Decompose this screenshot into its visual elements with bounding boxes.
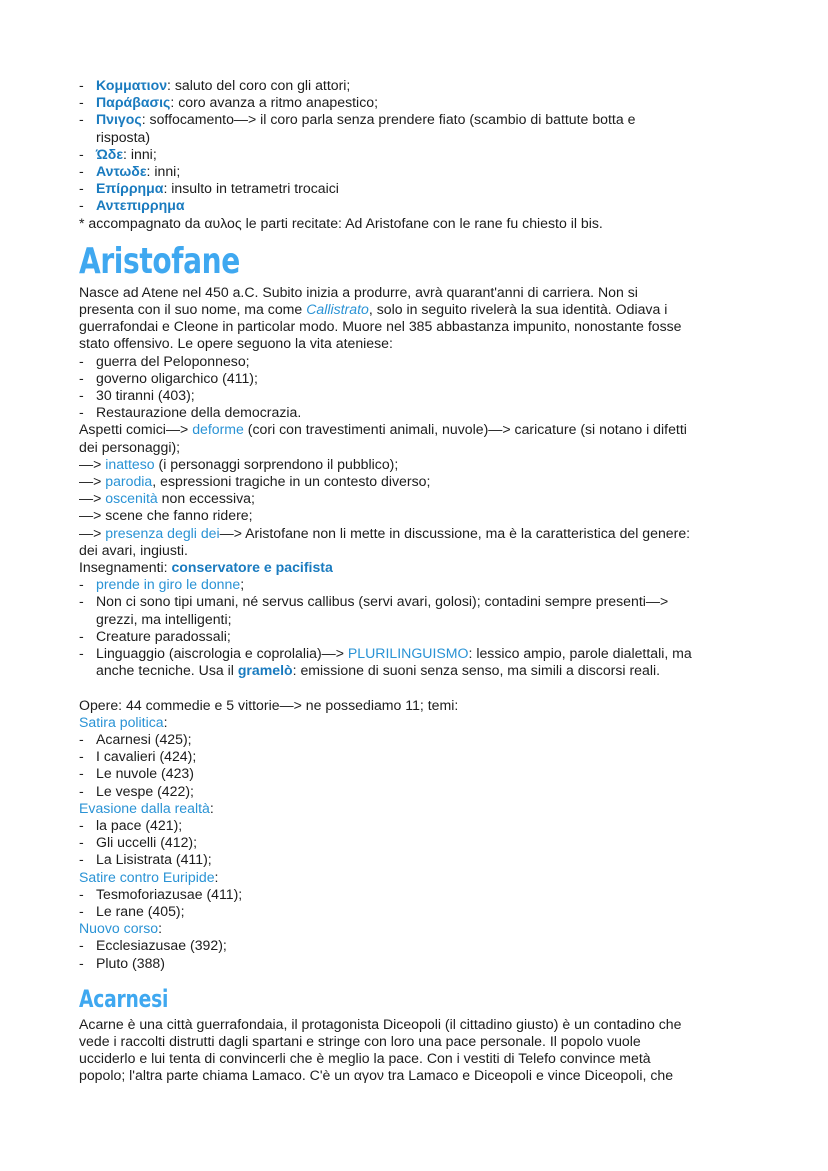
paragraph-line: dei avari, ingiusti. xyxy=(79,541,188,558)
arrow-item: —> scene che fanno ridere; xyxy=(79,507,253,524)
list-item: - guerra del Peloponneso; xyxy=(79,352,250,369)
list-item: - La Lisistrata (411); xyxy=(79,851,212,868)
paragraph-line: ucciderlo e lui tenta di convincerli che è meglio la pace. Con i vestiti di Telefo convince metà xyxy=(79,1050,651,1067)
teachings-list xyxy=(79,576,759,679)
paragraph-line: dei personaggi); xyxy=(79,438,181,455)
list-item: - Αντωδε: inni; xyxy=(79,163,181,180)
paragraph-line: stato offensivo. Le opere seguono la vita ateniese: xyxy=(79,335,393,352)
group-title: Satira politica: xyxy=(79,713,168,730)
teachings-line: Insegnamenti: conservatore e pacifista xyxy=(79,559,333,576)
arrow-item: —> oscenità non eccessiva; xyxy=(79,490,255,507)
list-item-continuation: risposta) xyxy=(96,128,151,145)
paragraph-line: Acarne è una città guerrafondaia, il protagonista Diceopoli (il cittadino giusto) è un contadino che xyxy=(79,1015,682,1032)
works-intro: Opere: 44 commedie e 5 vittorie—> ne possediamo 11; temi: xyxy=(79,696,459,713)
parabasis-parts-list xyxy=(79,77,759,232)
list-item: - Pluto (388) xyxy=(79,954,165,971)
heading-aristofane: Aristofane xyxy=(79,240,240,282)
list-item: - Tesmoforiazusae (411); xyxy=(79,885,243,902)
list-item: - Le vespe (422); xyxy=(79,782,194,799)
paragraph-line: vede i raccolti distrutti dagli spartani e stringe con loro una pace personale. Il popolo vuole xyxy=(79,1032,641,1049)
arrow-item: —> parodia, espressioni tragiche in un contesto diverso; xyxy=(79,473,431,490)
group-title: Evasione dalla realtà: xyxy=(79,799,214,816)
paragraph-line: presenta con il suo nome, ma come Callistrato, solo in seguito rivelerà la sua identità. Odiava i xyxy=(79,301,668,318)
list-item: - Linguaggio (aiscrologia e coprolalia)—> PLURILINGUISMO: lessico ampio, parole dialettali, ma xyxy=(79,645,692,662)
arrow-item: —> inatteso (i personaggi sorprendono il pubblico); xyxy=(79,455,399,472)
list-item: - Κομματιον: saluto del coro con gli attori; xyxy=(79,77,351,93)
works-group xyxy=(79,869,759,921)
list-item: - 30 tiranni (403); xyxy=(79,387,195,404)
paragraph-line: Aspetti comici—> deforme (cori con travestimenti animali, nuvole)—> caricature (si notano i difetti xyxy=(79,421,687,438)
name-callistrato: Callistrato xyxy=(306,301,369,318)
document-content xyxy=(79,77,759,1085)
list-item: - governo oligarchico (411); xyxy=(79,369,258,386)
list-item: - Gli uccelli (412); xyxy=(79,834,198,851)
term-ode: Ώδε xyxy=(96,145,124,162)
list-item: - Le rane (405); xyxy=(79,902,185,919)
works-group xyxy=(79,800,759,869)
list-item: - Παράβασις: coro avanza a ritmo anapestico; xyxy=(79,94,378,111)
list-item: - Acarnesi (425); xyxy=(79,730,192,747)
list-item-continuation: anche tecniche. Usa il gramelò: emissione di suoni senza senso, ma simili a discorsi reali. xyxy=(96,662,661,679)
works-group xyxy=(79,920,759,972)
list-item: - Αντεπιρρημα xyxy=(79,197,185,214)
list-item: - Πνιγος: soffocamento—> il coro parla senza prendere fiato (scambio di battute botta e xyxy=(79,111,636,128)
paragraph-line: Nasce ad Atene nel 450 a.C. Subito inizia a produrre, avrà quarant'anni di carriera. Non si xyxy=(79,283,638,300)
paragraph-line: popolo; l'altra parte chiama Lamaco. C'è un αγον tra Lamaco e Diceopoli e vince Diceopoli, che xyxy=(79,1067,674,1084)
list-item: - prende in giro le donne; xyxy=(79,576,245,593)
list-item: - Ώδε: inni; xyxy=(79,145,157,162)
term-parabasis: Παράβασις xyxy=(96,94,171,111)
list-item-continuation: grezzi, ma intelligenti; xyxy=(96,610,232,627)
list-item: - Non ci sono tipi umani, né servus callibus (servi avari, golosi); contadini sempre presenti—> xyxy=(79,593,669,610)
term-kommation: Κομματιον xyxy=(96,77,168,93)
list-item: - I cavalieri (424); xyxy=(79,748,197,765)
group-title: Satire contro Euripide: xyxy=(79,868,219,885)
term-pnigos: Πνιγος xyxy=(96,111,142,128)
term-antode: Αντωδε xyxy=(96,163,147,180)
works-group xyxy=(79,714,759,800)
term-epirrema: Επίρρημα xyxy=(96,180,164,197)
list-item: - Creature paradossali; xyxy=(79,627,231,644)
list-item: - Ecclesiazusae (392); xyxy=(79,937,227,954)
group-title: Nuovo corso: xyxy=(79,920,163,937)
footnote: * accompagnato da αυλος le parti recitate: Ad Aristofane con le rane fu chiesto il bis. xyxy=(79,214,603,231)
comic-aspects xyxy=(79,421,759,559)
list-item: - Restaurazione della democrazia. xyxy=(79,404,302,421)
heading-acarnesi: Acarnesi xyxy=(79,984,169,1013)
paragraph-line: guerrafondai e Cleone in particolar modo. Muore nel 385 abbastanza impunito, nonostante fosse xyxy=(79,318,682,335)
periods-list xyxy=(79,353,759,422)
list-item: - la pace (421); xyxy=(79,816,183,833)
list-item: - Le nuvole (423) xyxy=(79,765,194,782)
arrow-item: —> presenza degli dei—> Aristofane non li mette in discussione, ma è la caratteristica del genere: xyxy=(79,524,691,541)
term-antepirrema: Αντεπιρρημα xyxy=(96,197,185,214)
list-item: - Επίρρημα: insulto in tetrametri trocaici xyxy=(79,180,339,197)
